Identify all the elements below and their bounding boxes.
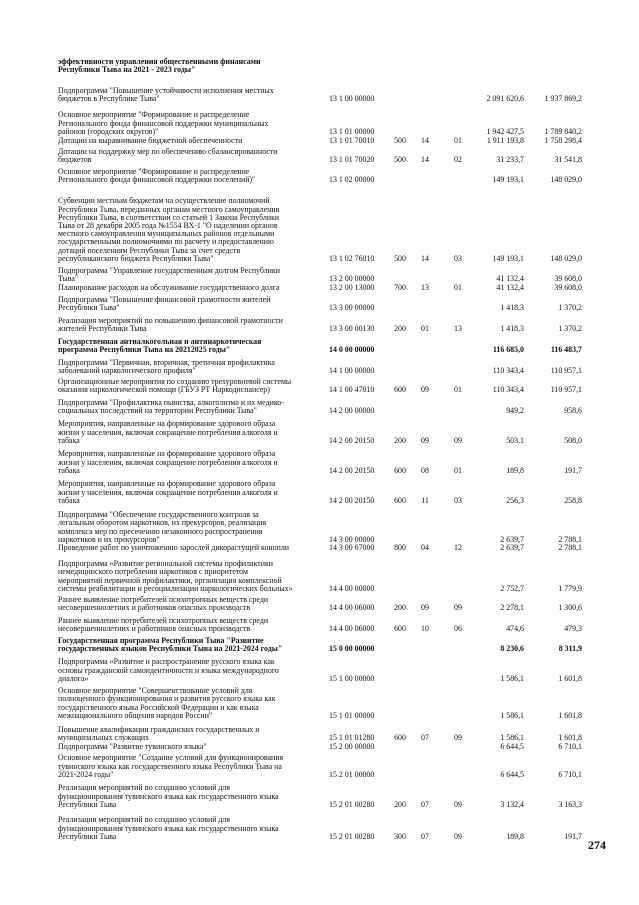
row-code: 14 0 00 00000: [329, 344, 375, 354]
row-code: 13 1 01 70010: [329, 135, 375, 145]
table-row: [0, 449, 639, 475]
row-description: Подпрограмма "Первичная, вторичная, третичная профилактика заболеваний наркологического профиля": [58, 357, 275, 375]
table-row: [0, 196, 639, 263]
table-row: [0, 376, 639, 394]
row-subsection: 01: [454, 384, 462, 394]
row-section: 01: [421, 323, 429, 333]
table-row: [0, 282, 639, 292]
row-code: 15 2 01 00280: [329, 831, 375, 841]
row-expense-type: 200: [394, 602, 406, 612]
row-amount-2024: 3 163,3: [558, 799, 582, 809]
row-amount-2024: 110 957,1: [550, 384, 582, 394]
row-amount-2023: 2 752,7: [500, 583, 524, 593]
row-section: 13: [421, 282, 429, 292]
row-subsection: 09: [454, 732, 462, 742]
row-amount-2023: 1 911 193,8: [486, 135, 524, 145]
row-amount-2023: 2 278,1: [500, 602, 524, 612]
row-description: Мероприятия, направленные на формирование здорового образа жизни у населения, включая сокращение потребления алкоголя и табака: [58, 449, 278, 475]
row-code: 14 4 00 06000: [329, 623, 375, 633]
row-subsection: 09: [454, 602, 462, 612]
row-code: 14 2 00 20150: [329, 495, 375, 505]
row-description: Реализация мероприятий по повышению финансовой грамотности жителей Республики Тыва: [58, 315, 283, 333]
table-row: [0, 815, 639, 841]
row-description: Основное мероприятие "Совершенствование условий для полноценного функционирования и развития русского языка как государственного языка Российской Федерации и как языка межнационального общения народов России": [58, 686, 276, 720]
row-amount-2023: 1 586,1: [500, 732, 524, 742]
row-code: 14 1 00 00000: [329, 365, 375, 375]
row-section: 07: [421, 799, 429, 809]
row-subsection: 02: [454, 154, 462, 164]
row-code: 13 2 00 00000: [329, 273, 375, 283]
table-row: [0, 657, 639, 683]
row-amount-2023: 189,8: [506, 465, 524, 475]
row-code: 13 1 01 70020: [329, 154, 375, 164]
row-subsection: 09: [454, 435, 462, 445]
row-code: 13 2 00 13000: [329, 282, 375, 292]
row-amount-2023: 503,1: [506, 435, 524, 445]
table-row: [0, 336, 639, 354]
row-section: 10: [421, 623, 429, 633]
row-section: 04: [421, 542, 429, 552]
row-amount-2024: 1 370,2: [558, 323, 582, 333]
row-amount-2024: 1 789 840,2: [544, 126, 582, 136]
row-expense-type: 500: [394, 154, 406, 164]
row-amount-2024: 479,3: [564, 623, 582, 633]
row-amount-2024: 1 300,6: [558, 602, 582, 612]
table-row: [0, 479, 639, 505]
row-expense-type: 600: [394, 384, 406, 394]
table-row: [0, 615, 639, 633]
row-amount-2024: 1 937 869,2: [544, 93, 582, 103]
row-description: Раннее выявление потребителей психотропных веществ среди несовершеннолетних и работников опасных производств: [58, 594, 269, 612]
row-amount-2024: 191,7: [564, 831, 582, 841]
row-amount-2024: 39 608,0: [554, 282, 582, 292]
row-amount-2023: 256,3: [506, 495, 524, 505]
row-code: 14 4 00 00000: [329, 583, 375, 593]
row-amount-2023: 1 586,1: [500, 673, 524, 683]
table-row: [0, 419, 639, 445]
table-row: [0, 594, 639, 612]
row-amount-2023: 1 942 427,5: [486, 126, 524, 136]
row-code: 15 0 00 00000: [329, 643, 375, 653]
row-code: 14 2 00 20150: [329, 435, 375, 445]
row-code: 14 4 00 06000: [329, 602, 375, 612]
row-amount-2024: 148 029,0: [550, 174, 582, 184]
row-code: 13 3 00 00130: [329, 323, 375, 333]
row-amount-2023: 149 193,1: [492, 174, 524, 184]
row-description: Организационные мероприятия по созданию трехуровневой системы оказания наркологической помощи (ГБУЗ РТ Наркодиспансер): [58, 376, 292, 394]
row-code: 15 1 01 01280: [329, 732, 375, 742]
row-code: 15 1 00 00000: [329, 673, 375, 683]
row-amount-2023: 41 132,4: [496, 282, 524, 292]
row-expense-type: 800: [394, 542, 406, 552]
row-expense-type: 600: [394, 623, 406, 633]
row-subsection: 03: [454, 253, 462, 263]
row-description: Дотации на поддержку мер по обеспечению сбалансированности бюджетов: [58, 146, 278, 164]
row-expense-type: 600: [394, 495, 406, 505]
row-amount-2024: 258,8: [564, 495, 582, 505]
row-section: 07: [421, 732, 429, 742]
row-amount-2023: 110 343,4: [492, 365, 524, 375]
row-subsection: 01: [454, 135, 462, 145]
row-description: Мероприятия, направленные на формирование здорового образа жизни у населения, включая сокращение потребления алкоголя и табака: [58, 479, 278, 505]
row-description: Подпрограмма "Развитие тувинского языка": [58, 741, 207, 751]
row-subsection: 01: [454, 465, 462, 475]
row-subsection: 01: [454, 282, 462, 292]
row-amount-2024: 1 601,8: [558, 710, 582, 720]
row-expense-type: 700: [394, 282, 406, 292]
row-subsection: 09: [454, 831, 462, 841]
table-row: [0, 315, 639, 333]
row-amount-2024: 116 483,7: [550, 344, 582, 354]
table-row: [0, 56, 639, 74]
row-amount-2024: 191,7: [564, 465, 582, 475]
row-amount-2023: 2 091 620,6: [486, 93, 524, 103]
row-code: 15 2 01 00000: [329, 769, 375, 779]
row-description: Дотации на выравнивание бюджетной обеспеченности: [58, 135, 243, 145]
table-row: [0, 741, 639, 751]
row-code: 13 1 01 00000: [329, 126, 375, 136]
row-description: Реализация мероприятий по созданию условий для функционирования тувинского языка как государственного языка Республики Тыва: [58, 783, 279, 809]
row-expense-type: 500: [394, 253, 406, 263]
row-section: 08: [421, 465, 429, 475]
row-description: Подпрограмма "Обеспечение государственного контроля за легальным оборотом наркотиков, их прекурсоров, реализация комплекса мер по пресечению незаконного распространения наркотиков и их прекурсоров": [58, 510, 267, 544]
row-amount-2024: 1 370,2: [558, 302, 582, 312]
table-row: [0, 397, 639, 415]
row-amount-2024: 31 541,8: [554, 154, 582, 164]
row-description: Основное мероприятие "Формирование и распределение Регионального фонда финансовой поддержки поселений)": [58, 166, 256, 184]
row-amount-2023: 3 132,4: [500, 799, 524, 809]
row-expense-type: 600: [394, 732, 406, 742]
row-amount-2023: 2 639,7: [500, 534, 524, 544]
row-section: 14: [421, 135, 429, 145]
row-code: 14 3 00 00000: [329, 534, 375, 544]
table-row: [0, 783, 639, 809]
row-amount-2023: 6 644,5: [500, 741, 524, 751]
page-number: 274: [588, 838, 606, 852]
row-description: Основное мероприятие "Создание условий для функционирования тувинского языка как государственного языка Республики Тыва на 2021-2024 годы": [58, 753, 284, 779]
row-description: Подпрограмма "Управление государственным долгом Республики Тыва": [58, 265, 280, 283]
row-subsection: 12: [454, 542, 462, 552]
row-code: 15 1 01 00000: [329, 710, 375, 720]
row-amount-2024: 1 779,9: [558, 583, 582, 593]
row-code: 15 2 00 00000: [329, 741, 375, 751]
row-description: Проведение работ по уничтожению зарослей дикорастущей конопли: [58, 542, 289, 552]
row-section: 11: [421, 495, 429, 505]
row-amount-2024: 958,6: [564, 405, 582, 415]
row-amount-2024: 110 957,1: [550, 365, 582, 375]
row-description: Мероприятия, направленные на формирование здорового образа жизни у населения, включая сокращение потребления алкоголя и табака: [58, 419, 278, 445]
row-code: 13 1 02 76010: [329, 253, 375, 263]
row-expense-type: 600: [394, 465, 406, 475]
row-description: Реализация мероприятий по созданию условий для функционирования тувинского языка как государственного языка Республики Тыва: [58, 815, 279, 841]
row-amount-2023: 474,6: [506, 623, 524, 633]
row-expense-type: 200: [394, 435, 406, 445]
table-row: [0, 357, 639, 375]
row-section: 09: [421, 384, 429, 394]
table-row: [0, 135, 639, 145]
row-description: Подпрограмма "Повышение устойчивости исполнения местных бюджетов в Республике Тыва": [58, 85, 274, 103]
row-amount-2024: 2 788,1: [558, 542, 582, 552]
row-description: Государственная антиалкогольная и антинаркотическая программа Республики Тыва на 20212025 годы": [58, 336, 262, 354]
row-section: 14: [421, 253, 429, 263]
row-amount-2023: 8 230,6: [500, 643, 524, 653]
table-row: [0, 542, 639, 552]
table-row: [0, 686, 639, 720]
table-row: [0, 166, 639, 184]
row-subsection: 06: [454, 623, 462, 633]
row-code: 14 3 00 67000: [329, 542, 375, 552]
row-amount-2023: 1 418,3: [500, 302, 524, 312]
row-description: Планирование расходов на обслуживание государственного долга: [58, 282, 280, 292]
row-code: 14 2 00 20150: [329, 465, 375, 475]
row-amount-2024: 508,0: [564, 435, 582, 445]
row-expense-type: 300: [394, 831, 406, 841]
row-amount-2023: 949,2: [506, 405, 524, 415]
table-row: [0, 753, 639, 779]
row-amount-2023: 41 132,4: [496, 273, 524, 283]
row-subsection: 03: [454, 495, 462, 505]
row-amount-2024: 39 608,0: [554, 273, 582, 283]
row-description: Повышение квалификации гражданских государственных и муниципальных служащих: [58, 724, 260, 742]
row-amount-2024: 1 758 298,4: [544, 135, 582, 145]
row-description: Основное мероприятие "Формирование и распределение Регионального фонда финансовой поддержки муниципальных районов (городских округов)": [58, 110, 269, 136]
row-description: Государственная программа Республики Тыва "Развитие государственных языков Республики Тыва на 2021-2024 годы": [58, 635, 283, 653]
row-description: Подпрограмма «Развитие и распространение русского языка как основы гражданской самоидентичности и языка международного диалога»: [58, 657, 279, 683]
row-amount-2023: 149 193,1: [492, 253, 524, 263]
row-description: эффективности управления общественными финансами Республики Тыва на 2021 - 2023 годы": [58, 56, 261, 74]
row-amount-2023: 2 639,7: [500, 542, 524, 552]
row-expense-type: 200: [394, 323, 406, 333]
row-amount-2024: 1 601,8: [558, 732, 582, 742]
table-row: [0, 146, 639, 164]
table-row: [0, 294, 639, 312]
row-amount-2023: 31 233,7: [496, 154, 524, 164]
row-code: 13 1 02 00000: [329, 174, 375, 184]
row-amount-2023: 116 685,0: [492, 344, 524, 354]
row-expense-type: 500: [394, 135, 406, 145]
row-code: 13 3 00 00000: [329, 302, 375, 312]
row-amount-2024: 1 601,8: [558, 673, 582, 683]
row-amount-2023: 6 644,5: [500, 769, 524, 779]
row-amount-2023: 189,8: [506, 831, 524, 841]
row-amount-2024: 148 029,0: [550, 253, 582, 263]
row-expense-type: 200: [394, 799, 406, 809]
row-subsection: 09: [454, 799, 462, 809]
table-row: [0, 635, 639, 653]
row-amount-2023: 1 586,1: [500, 710, 524, 720]
row-section: 09: [421, 602, 429, 612]
row-amount-2023: 1 418,3: [500, 323, 524, 333]
row-amount-2024: 2 788,1: [558, 534, 582, 544]
table-row: [0, 559, 639, 593]
row-section: 14: [421, 154, 429, 164]
row-code: 15 2 01 00280: [329, 799, 375, 809]
row-section: 07: [421, 831, 429, 841]
row-amount-2024: 6 710,1: [558, 769, 582, 779]
row-code: 13 1 00 00000: [329, 93, 375, 103]
table-row: [0, 85, 639, 103]
row-amount-2024: 6 710,1: [558, 741, 582, 751]
row-section: 09: [421, 435, 429, 445]
row-code: 14 2 00 00000: [329, 405, 375, 415]
row-amount-2023: 110 343,4: [492, 384, 524, 394]
row-amount-2024: 8 311,9: [558, 643, 582, 653]
row-subsection: 13: [454, 323, 462, 333]
row-description: Подпрограмма "Повышение финансовой грамотности жителей Республики Тыва": [58, 294, 271, 312]
row-description: Подпрограмма «Развитие региональной системы профилактики немедицинского потребления наркотиков с приоритетом мероприятий первичной профилактики, организация комплексной системы реабилитации и ресоциализации наркологических больных»: [58, 559, 293, 593]
row-description: Подпрограмма "Профилактика пьянства, алкоголизма и их медико- социальных последствий на территории Республики Тыва": [58, 397, 284, 415]
row-description: Субвенции местным бюджетам на осуществление полномочий Республики Тыва, переданных органам местного самоуправления Республики Тыва, в соответствии со статьей 1 Закона Республики Тыва от 28 декабря 2005 года №1554 ВХ-1 "О наделении органов местного самоуправления муниципальных районов отдельными государственными полномочиями по расчету и предоставлению дотаций поселениям Республики Тыва за счет средств республиканского бюджета Республики Тыва": [58, 196, 280, 263]
row-code: 14 1 00 47010: [329, 384, 375, 394]
row-description: Раннее выявление потребителей психотропных веществ среди несовершеннолетних и работников опасных производств: [58, 615, 269, 633]
